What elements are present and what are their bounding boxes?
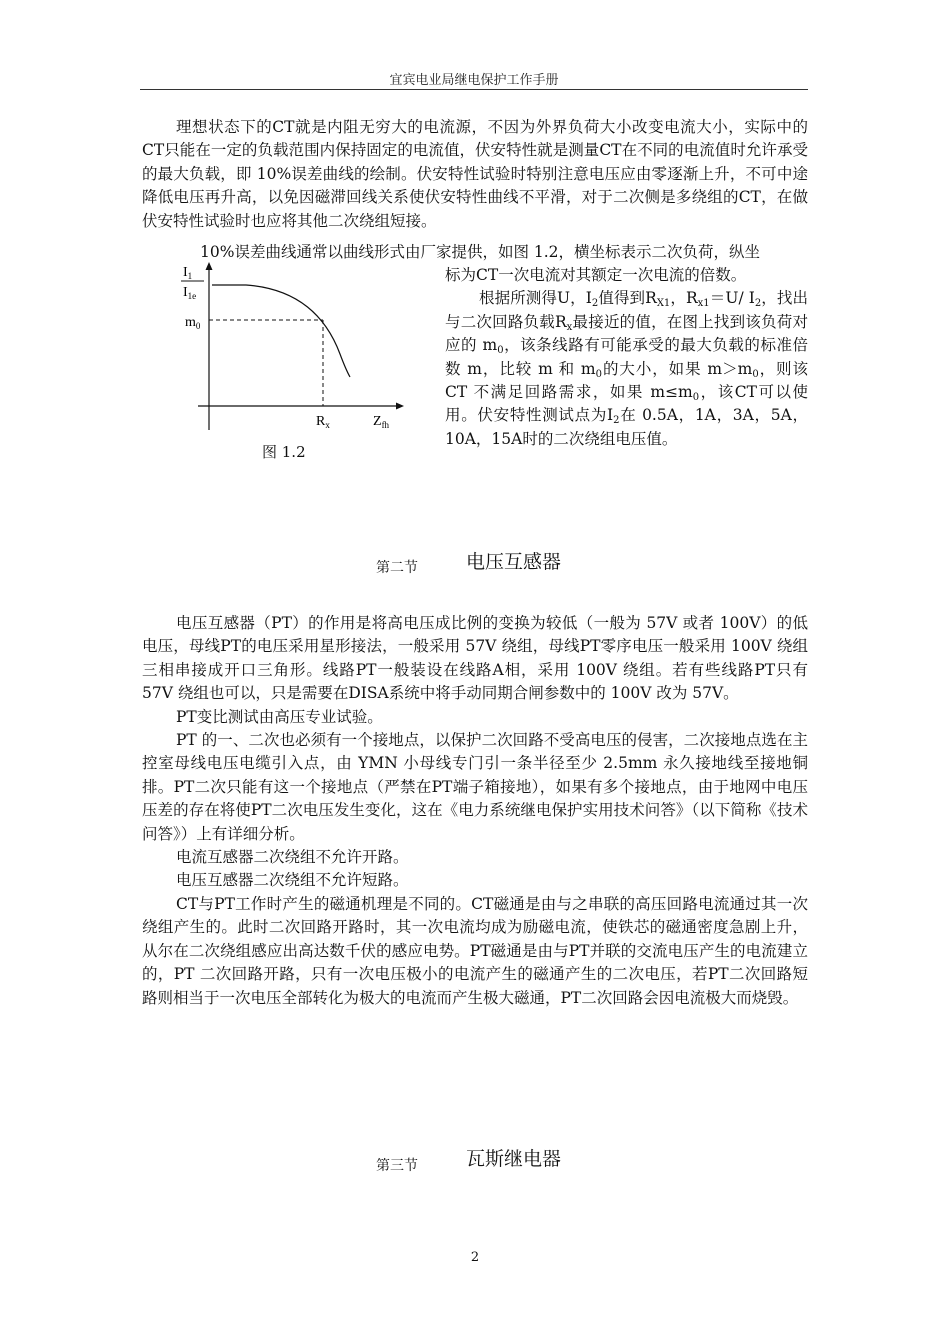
y-label-numerator: $I_1$ (183, 265, 193, 281)
paragraph-flux-mechanism: CT与PT工作时产生的磁通机理是不同的。CT磁通是由与之串联的高压回路电流通过其一次绕组产生的。此时二次回路开路时，其一次电流均成为励磁电流，使铁芯的磁通密度急剧上升， 从尔在二次绕组感应出高达数千伏的感应电势。PT磁通是由与PT并联的交流电压产生的电流建立的，PT 二次回路开路，只有一次电压极小的电流产生的磁通产生的二次电压，若PT二次回路短路则相当于一次电压全部转化为极大的电流而产生极大磁通，PT二次回路会因电流极大而烧毁。 (142, 894, 808, 1007)
section2-body (142, 612, 808, 1010)
figure-side-text (445, 264, 808, 451)
zfh-label: $Z_{fh}$ (373, 414, 390, 430)
paragraph-error-curve-cont: 标为CT一次电流对其额定一次电流的倍数。 (445, 266, 747, 284)
header-rule (140, 89, 808, 90)
error-curve (212, 285, 350, 377)
paragraph-error-curve-intro: 10%误差曲线通常以曲线形式由厂家提供，如图 1.2，横坐标表示二次负荷，纵坐 (200, 243, 761, 261)
section2-label: 第二节 (376, 560, 418, 576)
paragraph-pt-grounding: PT 的一、二次也必须有一个接地点，以保护二次回路不受高电压的侵害，二次接地点选在主控室母线电压电缆引入点，由 YMN 小母线专门引一条半径至少 2.5mm 永久接地线至接地铜排。PT二次只能有这一个接地点（严禁在PT端子箱接地），如果有多个接地点，由于地网中电压压差的存在将使PT二次电压发生变化，这在《电力系统继电保护实用技术问答》（以下简称《技术问答》）上有详细分析。 (142, 731, 808, 843)
paragraph-pt-ratio-test: PT变比测试由高压专业试验。 (176, 707, 383, 726)
paragraph-ct-open-rule: 电流互感器二次绕组不允许开路。 (176, 848, 409, 867)
section2-title: 电压互感器 (466, 551, 562, 573)
paragraph-pt-short-rule: 电压互感器二次绕组不允许短路。 (176, 871, 409, 890)
error-curve-figure (180, 262, 420, 440)
y-label-denominator: $I_{1e}$ (183, 285, 197, 301)
section3-label: 第三节 (376, 1158, 418, 1174)
x-axis-arrow (396, 403, 404, 410)
section3-title: 瓦斯继电器 (466, 1148, 562, 1170)
m0-label: $m_0$ (185, 315, 201, 331)
page-number: 2 (470, 1250, 480, 1265)
paragraph-pt-function: 电压互感器（PT）的作用是将高电压成比例的变换为较低（一般为 57V 或者 100V）的低电压，母线PT的电压采用星形接法，一般采用 57V 绕组，母线PT零序电压一般采用 100V 绕组三相串接成开口三角形。线路PT一般装设在线路A相，采用 100V 绕组。若有些线路PT只有 57V 绕组也可以，只是需要在DISA系统中将手动同期合闸参数中的 100V 改为 57V。 (142, 614, 808, 703)
paragraph-load-calculation: 根据所测得U，$I_2$值得到$R_{X1}$，$R_{x1}=U/$ $I_2$，找出与二次回路负载$R_x$最接近的值，在图上找到该负荷对应的 $m_0$，该条线路有可能承受的最大负载的标准倍数 m，比较 m 和 $m_0$的大小，如果 $m>m_0$，则该 CT 不满足回路需求，如果 $m\le m_0$，该CT可以使用。伏安特性测试点为$I_2$在 0.5A，1A，3A，5A，10A，15A时的二次绕组电压值。 (445, 289, 809, 448)
running-header: 宜宾电业局继电保护工作手册 (389, 73, 559, 88)
figure-caption: 图 1.2 (262, 443, 306, 461)
rx-label: $R_x$ (316, 414, 330, 430)
paragraph-ct-characteristics: 理想状态下的CT就是内阻无穷大的电流源，不因为外界负荷大小改变电流大小，实际中的CT只能在一定的负载范围内保持固定的电流值，伏安特性就是测量CT在不同的电流值时允许承受的最大负载，即 10%误差曲线的绘制。伏安特性试验时特别注意电压应由零逐渐上升，不可中途降低电压再升高，以免因磁滞回线关系使伏安特性曲线不平滑，对于二次侧是多绕组的CT，在做伏安特性试验时也应将其他二次绕组短接。 (142, 118, 808, 230)
y-axis-arrow (206, 262, 213, 270)
